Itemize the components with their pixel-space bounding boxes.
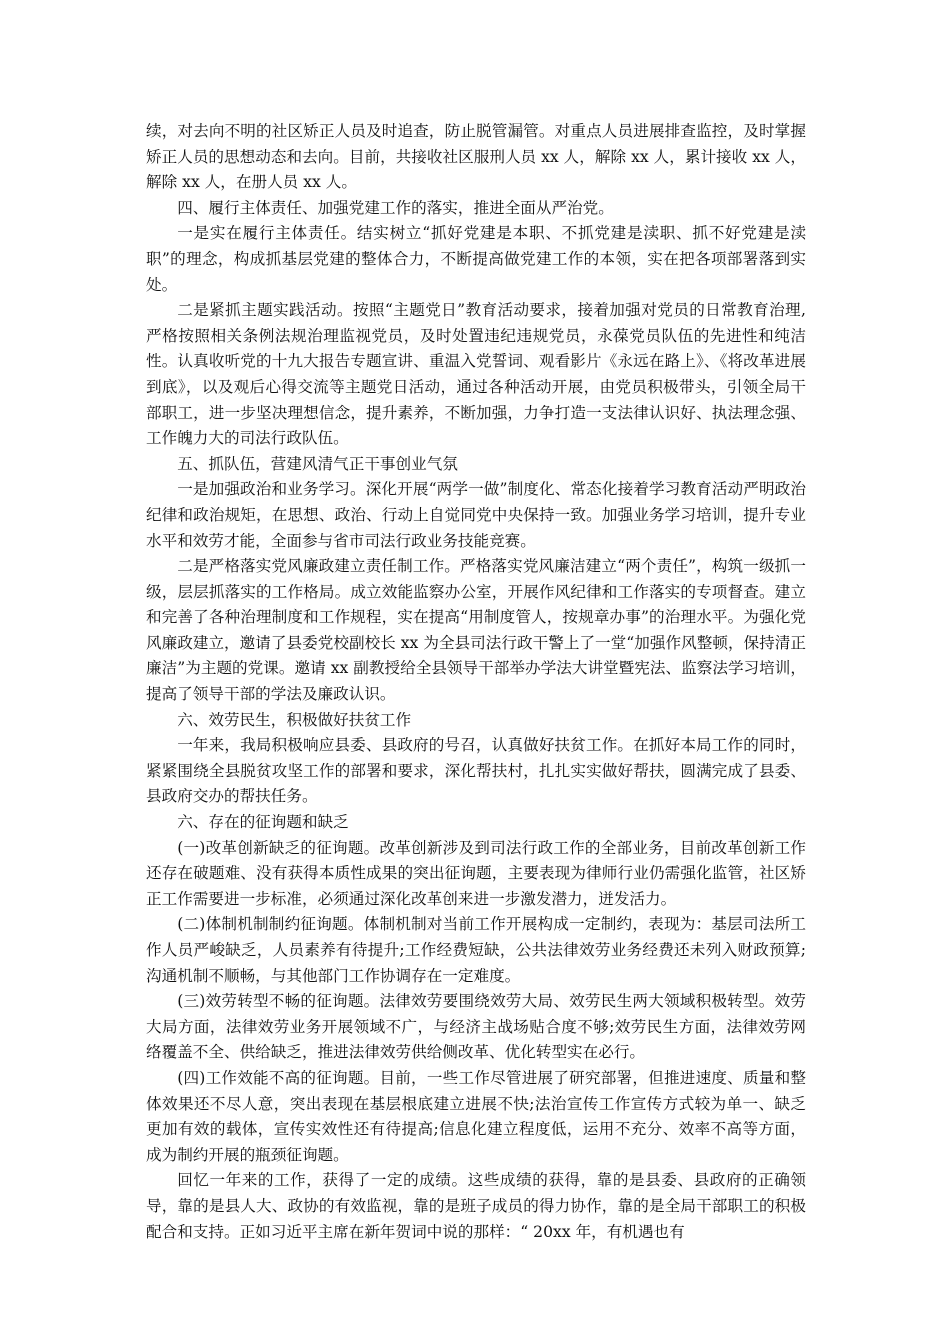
- paragraph-problem-reform: (一)改革创新缺乏的征询题。改革创新涉及到司法行政工作的全部业务，目前改革创新工作还存在破题难、没有获得本质性成果的突出征询题，主要表现为律师行业仍需强化监管，社区矫正工作需要进一步标准，必须通过深化改革创来进一步激发潜力，迸发活力。: [146, 838, 806, 908]
- paragraph-problem-efficiency: (四)工作效能不高的征询题。目前，一些工作尽管进展了研究部署，但推进速度、质量和整体效果还不尽人意，突出表现在基层根底建立进展不快;法治宣传工作宣传方式较为单一、缺乏更加有效的载体，宣传实效性还有待提高;信息化建立程度低，运用不充分、效率不高等方面，成为制约开展的瓶颈征询题。: [146, 1068, 806, 1164]
- section-heading-team-building: 五、抓队伍，营建风清气正干事创业气氛: [177, 454, 458, 473]
- paragraph-review: 回忆一年来的工作，获得了一定的成绩。这些成绩的获得，靠的是县委、县政府的正确领导，靠的是县人大、政协的有效监视，靠的是班子成员的得力协作，靠的是全局干部职工的积极配合和支持。正如习近平主席在新年贺词中说的那样：“ 20xx 年，有机遇也有: [146, 1171, 806, 1241]
- paragraph-political-study: 一是加强政治和业务学习。深化开展“两学一做”制度化、常态化接着学习教育活动严明政治纪律和政治规矩，在思想、政治、行动上自觉同党中央保持一致。加强业务学习培训，提升专业水平和效劳才能，全面参与省市司法行政业务技能竞赛。: [146, 480, 806, 550]
- paragraph-poverty-work: 一年来，我局积极响应县委、县政府的号召，认真做好扶贫工作。在抓好本局工作的同时，紧紧围绕全县脱贫攻坚工作的部署和要求，深化帮扶村，扎扎实实做好帮扶，圆满完成了县委、县政府交办的帮扶任务。: [146, 736, 806, 806]
- section-heading-problems: 六、存在的征询题和缺乏: [177, 813, 349, 832]
- paragraph-problem-service: (三)效劳转型不畅的征询题。法律效劳要围绕效劳大局、效劳民生两大领域积极转型。效劳大局方面，法律效劳业务开展领域不广，与经济主战场贴合度不够;效劳民生方面，法律效劳网络覆盖不全、供给缺乏，推进法律效劳供给侧改革、优化转型实在必行。: [146, 992, 806, 1062]
- paragraph-integrity-responsibility: 二是严格落实党风廉政建立责任制工作。严格落实党风廉洁建立“两个责任”，构筑一级抓一级，层层抓落实的工作格局。成立效能监察办公室，开展作风纪律和工作落实的专项督查。建立和完善了各种治理制度和工作规程，实在提高“用制度管人，按规章办事”的治理水平。为强化党风廉政建立，邀请了县委党校副校长 xx 为全县司法行政干警上了一堂“加强作风整顿，保持清正廉洁”为主题的党课。邀请 xx 副教授给全县领导干部举办学法大讲堂暨宪法、监察法学习培训，提高了领导干部的学法及廉政认识。: [146, 557, 806, 704]
- section-heading-poverty-alleviation: 六、效劳民生，积极做好扶贫工作: [177, 710, 412, 729]
- paragraph-continuation: 续，对去向不明的社区矫正人员及时追查，防止脱管漏管。对重点人员进展排查监控，及时掌握矫正人员的思想动态和去向。目前，共接收社区服刑人员 xx 人，解除 xx 人，累计接收 xx 人，解除 xx 人，在册人员 xx 人。: [146, 122, 806, 192]
- section-heading-party-building: 四、履行主体责任、加强党建工作的落实，推进全面从严治党。: [177, 198, 614, 217]
- paragraph-theme-activities: 二是紧抓主题实践活动。按照“主题党日”教育活动要求，接着加强对党员的日常教育治理,严格按照相关条例法规治理监视党员，及时处置违纪违规党员，永葆党员队伍的先进性和纯洁性。认真收听党的十九大报告专题宣讲、重温入党誓词、观看影片《永远在路上》、《将改革进展到底》，以及观后心得交流等主题党日活动，通过各种活动开展，由党员积极带头，引领全局干部职工，进一步坚决理想信念，提升素养，不断加强，力争打造一支法律认识好、执法理念强、工作魄力大的司法行政队伍。: [146, 301, 806, 448]
- paragraph-responsibility: 一是实在履行主体责任。结实树立“抓好党建是本职、不抓党建是渎职、抓不好党建是渎职”的理念，构成抓基层党建的整体合力，不断提高做党建工作的本领，实在把各项部署落到实处。: [146, 224, 806, 294]
- document-page: [146, 119, 806, 1245]
- paragraph-problem-mechanism: (二)体制机制制约征询题。体制机制对当前工作开展构成一定制约，表现为：基层司法所工作人员严峻缺乏，人员素养有待提升;工作经费短缺，公共法律效劳业务经费还未列入财政预算;沟通机制不顺畅，与其他部门工作协调存在一定难度。: [146, 915, 806, 985]
